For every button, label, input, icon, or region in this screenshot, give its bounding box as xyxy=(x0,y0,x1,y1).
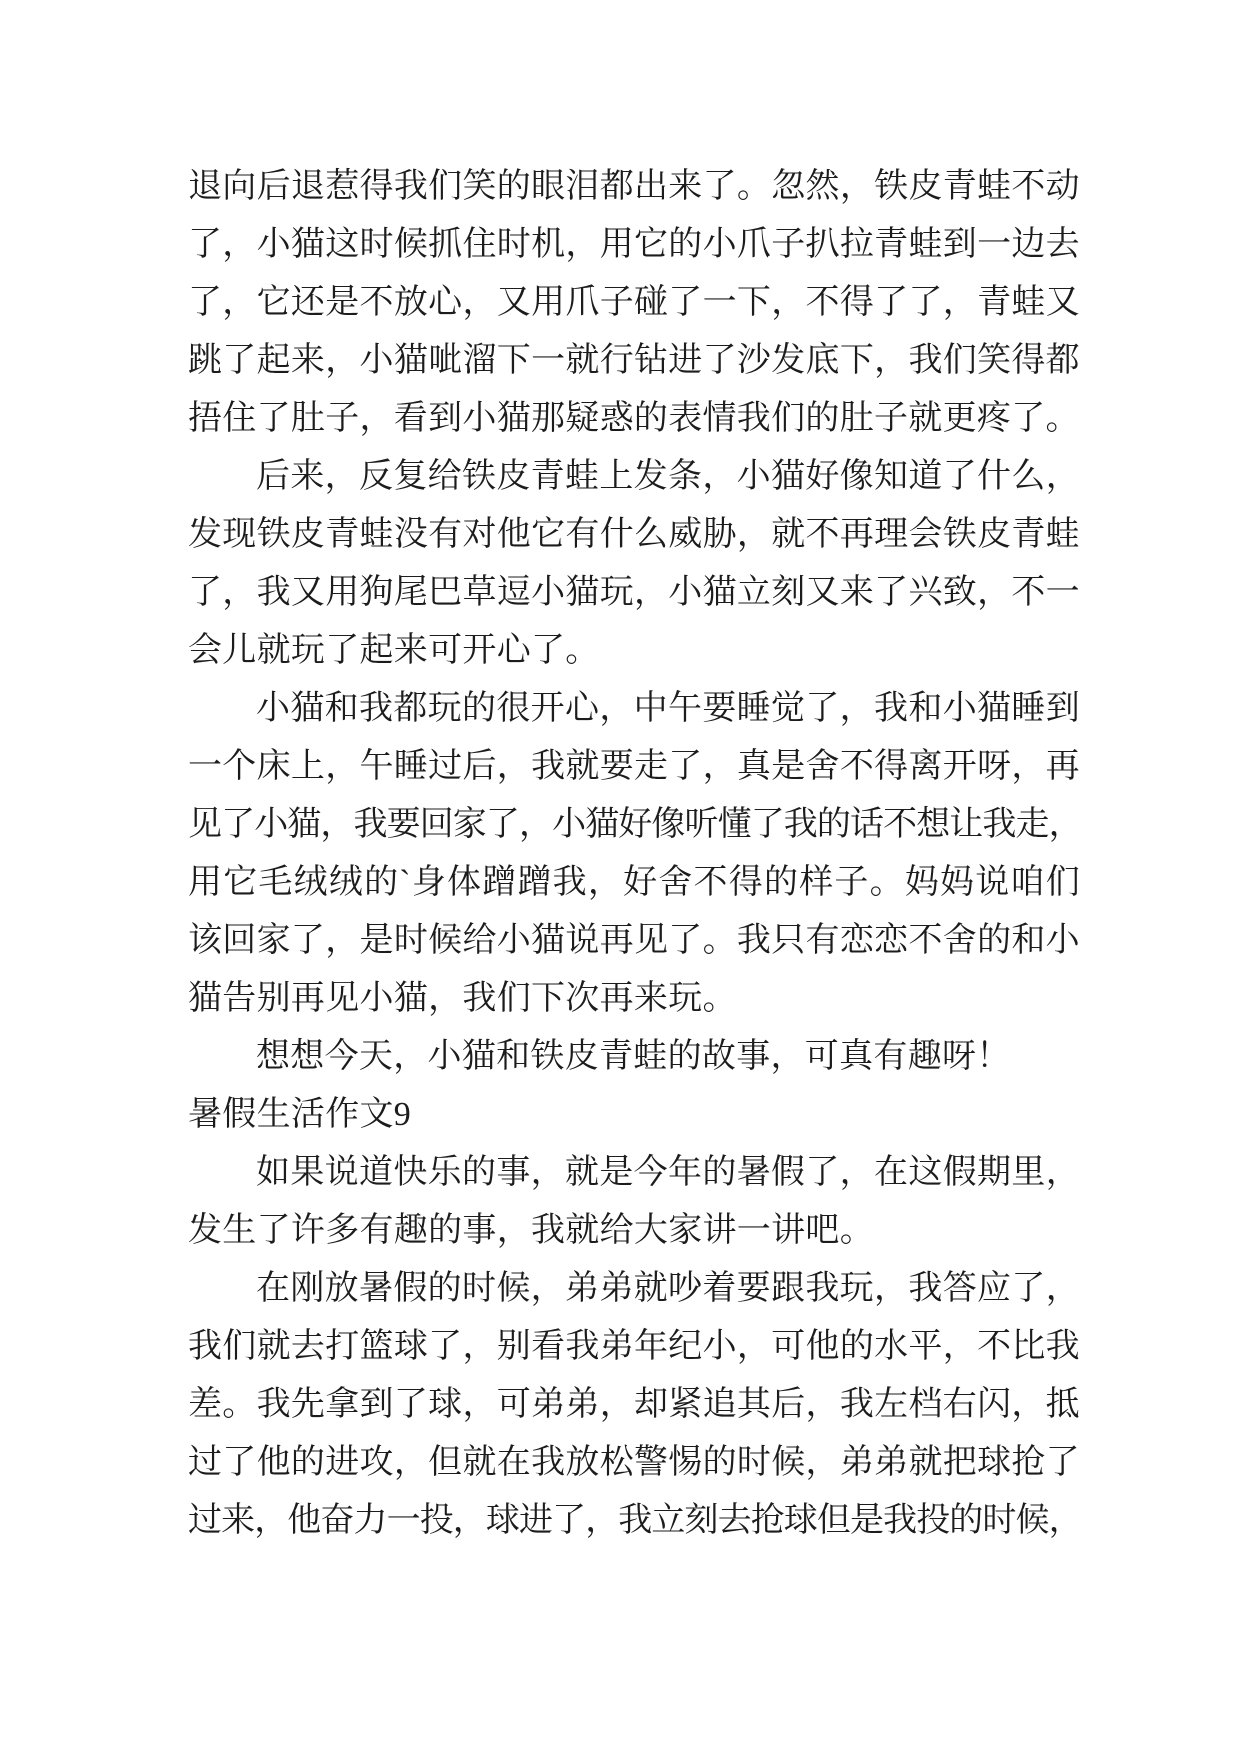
body-text-line: 发生了许多有趣的事，我就给大家讲一讲吧。 xyxy=(188,1212,874,1249)
body-text-line: 猫告别再见小猫，我们下次再来玩。 xyxy=(188,980,737,1017)
body-text-line: 了，我又用狗尾巴草逗小猫玩，小猫立刻又来了兴致，不一 xyxy=(188,574,1080,611)
body-text-line: 小猫和我都玩的很开心，中午要睡觉了，我和小猫睡到 xyxy=(256,690,1080,727)
body-text-line: 发现铁皮青蛙没有对他它有什么威胁，就不再理会铁皮青蛙 xyxy=(188,516,1080,553)
body-text-line: 一个床上，午睡过后，我就要走了，真是舍不得离开呀，再 xyxy=(188,748,1080,785)
body-text-line: 差。我先拿到了球，可弟弟，却紧追其后，我左档右闪，抵 xyxy=(188,1386,1080,1423)
body-text-line: 过了他的进攻，但就在我放松警惕的时候，弟弟就把球抢了 xyxy=(188,1444,1080,1481)
body-text-line: 了，小猫这时候抓住时机，用它的小爪子扒拉青蛙到一边去 xyxy=(188,226,1080,263)
body-text-line: 在刚放暑假的时候，弟弟就吵着要跟我玩，我答应了， xyxy=(256,1270,1080,1307)
body-text-line: 我们就去打篮球了，别看我弟年纪小，可他的水平，不比我 xyxy=(188,1328,1080,1365)
body-text-line: 用它毛绒绒的`身体蹭蹭我，好舍不得的样子。妈妈说咱们 xyxy=(188,864,1080,901)
body-text-line: 捂住了肚子，看到小猫那疑惑的表情我们的肚子就更疼了。 xyxy=(188,400,1080,437)
body-text-line: 该回家了，是时候给小猫说再见了。我只有恋恋不舍的和小 xyxy=(188,922,1080,959)
essay-text-block xyxy=(188,158,1080,1550)
body-text-line: 想想今天，小猫和铁皮青蛙的故事，可真有趣呀！ xyxy=(256,1038,1011,1075)
body-text-line: 后来，反复给铁皮青蛙上发条，小猫好像知道了什么， xyxy=(256,458,1080,495)
body-text-line: 过来，他奋力一投，球进了，我立刻去抢球但是我投的时候， xyxy=(188,1502,1082,1539)
body-text-line: 了，它还是不放心，又用爪子碰了一下，不得了了，青蛙又 xyxy=(188,284,1080,321)
body-text-line: 会儿就玩了起来可开心了。 xyxy=(188,632,600,669)
section-heading: 暑假生活作文9 xyxy=(188,1096,412,1133)
body-text-line: 见了小猫，我要回家了，小猫好像听懂了我的话不想让我走， xyxy=(188,806,1082,843)
body-text-line: 如果说道快乐的事，就是今年的暑假了，在这假期里， xyxy=(256,1154,1080,1191)
body-text-line: 退向后退惹得我们笑的眼泪都出来了。忽然，铁皮青蛙不动 xyxy=(188,168,1080,205)
body-text-line: 跳了起来，小猫呲溜下一就行钻进了沙发底下，我们笑得都 xyxy=(188,342,1080,379)
